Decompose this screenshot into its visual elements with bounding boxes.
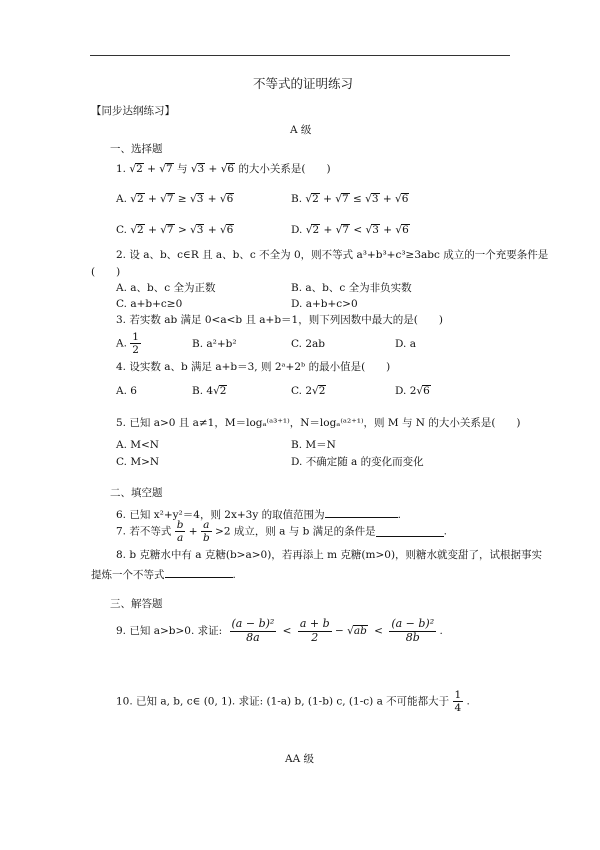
q1-connector: 与 — [176, 163, 188, 175]
part1-heading: 一、选择题 — [110, 143, 163, 155]
q1-option-b: B. √2 + √7 ≤ √3 + √6 — [291, 193, 409, 205]
q1-option-a: A. √2 + √7 ≥ √3 + √6 — [116, 193, 234, 205]
q2-option-a: A. a、b、c 全为正数 — [116, 282, 216, 294]
q9-middle-fraction: $\frac{a + b}{2}$ — [299, 617, 330, 644]
q5-option-d: D. 不确定随 a 的变化而变化 — [291, 456, 424, 468]
q6-blank[interactable] — [325, 507, 398, 518]
q8-blank[interactable] — [165, 567, 233, 578]
q2-option-c: C. a+b+c≥0 — [116, 298, 183, 310]
q3-option-b: B. a²+b² — [192, 338, 237, 350]
q4-option-a: A. 6 — [116, 385, 137, 397]
level-aa-label: AA 级 — [285, 753, 315, 765]
q6: 6. 已知 x²+y²＝4，则 2x+3y 的取值范围为 . — [116, 509, 401, 521]
q2-option-d: D. a+b+c>0 — [291, 298, 358, 310]
q4-stem: 4. 设实数 a、b 满足 a+b＝3, 则 2ᵃ+2ᵇ 的最小值是( ) — [116, 361, 391, 373]
q7-fraction-a-over-b: $\frac{a}{b}$ — [202, 519, 210, 545]
q10-fraction: $\frac{1}{4}$ — [454, 689, 462, 715]
q8-line1: 8. b 克糖水中有 a 克糖(b>a>0)，若再添上 m 克糖(m>0)，则糖水就变甜了，试根据事实 — [116, 549, 543, 561]
q2-stem-line1: 2. 设 a、b、c∈R 且 a、b、c 不全为 0，则不等式 a³+b³+c³≥3abc 成立的一个充要条件是 — [116, 249, 549, 261]
q4-option-b: B. 4√2 — [192, 385, 227, 397]
q3-option-d: D. a — [395, 338, 416, 350]
q5-option-b: B. M＝N — [291, 439, 336, 451]
q9-right-fraction: $\frac{\text{(a − b)²}}{8b}$ — [391, 617, 435, 644]
q3-option-a-fraction: $\frac{1}{2}$ — [132, 331, 139, 357]
q3-stem: 3. 若实数 ab 满足 0<a<b 且 a+b＝1，则下列因数中最大的是( ) — [116, 314, 443, 326]
q5-option-c: C. M>N — [116, 456, 160, 468]
q1-option-c: C. √2 + √7 > √3 + √6 — [116, 224, 234, 236]
q4-option-c: C. 2√2 — [291, 385, 326, 397]
level-a-label: A 级 — [290, 124, 312, 136]
q7-fraction-b-over-a: $\frac{b}{a}$ — [176, 519, 184, 545]
q2-option-b: B. a、b、c 全为非负实数 — [291, 282, 412, 294]
q3-option-c: C. 2ab — [291, 338, 325, 350]
q9: 9. 已知 a>b>0. 求证: $\frac{\text{(a − b)²}}{8a}$ < $\frac{a + b}{2}$ − √ab < $\frac{\text{(a − b)²}}{8b}$ . — [116, 617, 443, 644]
header-rule — [90, 55, 510, 56]
sqrt-7: √7 — [159, 163, 173, 175]
q2-stem-line2: ( ) — [91, 266, 121, 278]
q1-number: 1. — [116, 163, 127, 175]
part3-heading: 三、解答题 — [110, 598, 163, 610]
q5-stem: 5. 已知 a>0 且 a≠1，M＝logₐ⁽ᵃ³⁺¹⁾，N＝logₐ⁽ᵃ²⁺¹⁾，则 M 与 N 的大小关系是( ) — [116, 417, 521, 429]
q10: 10. 已知 a, b, c∈ (0, 1). 求证: (1-a) b, (1-b) c, (1-c) a 不可能都大于 $\frac{1}{4}$ . — [116, 689, 470, 715]
section-tag: 【同步达纲练习】 — [91, 105, 175, 117]
q1-tail: 的大小关系是( ) — [238, 163, 331, 175]
q8-line2: 提炼一个不等式 . — [91, 569, 236, 581]
q7: 7. 若不等式 $\frac{b}{a}$ + $\frac{a}{b}$ >2 成立，则 a 与 b 满足的条件是 . — [116, 519, 448, 545]
q1-option-d: D. √2 + √7 < √3 + √6 — [291, 224, 409, 236]
q3-option-a: A. $\frac{1}{2}$ — [116, 331, 139, 357]
q7-blank[interactable] — [376, 526, 444, 537]
part2-heading: 二、填空题 — [110, 487, 163, 499]
q9-sqrt-ab: √ab — [347, 624, 367, 637]
q1-stem: 1. √2 + √7 与 √3 + √6 的大小关系是( ) — [116, 163, 331, 175]
q4-option-d: D. 2√6 — [395, 385, 430, 397]
page-title: 不等式的证明练习 — [253, 76, 354, 91]
q9-left-fraction: $\frac{\text{(a − b)²}}{8a}$ — [231, 617, 275, 644]
q5-option-a: A. M<N — [116, 439, 159, 451]
sqrt-6: √6 — [220, 163, 235, 175]
sqrt-2: √2 — [129, 163, 143, 175]
sqrt-3: √3 — [190, 163, 205, 175]
